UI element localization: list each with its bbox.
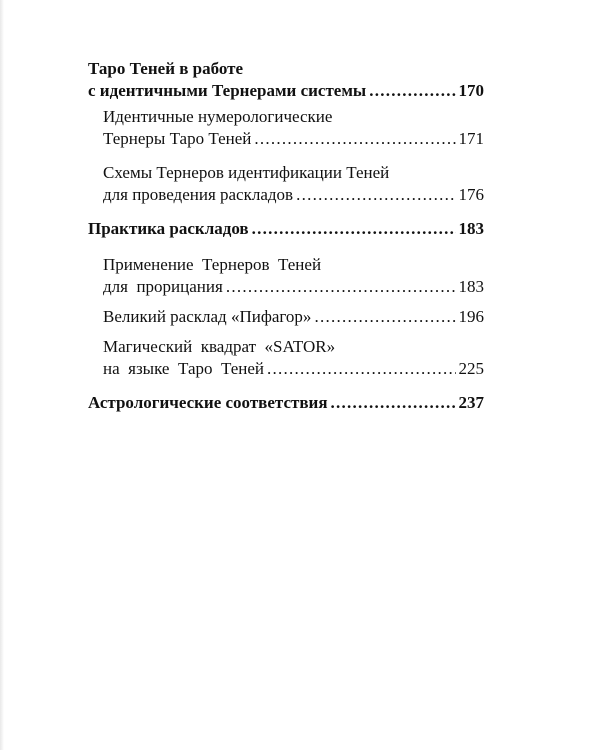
toc-page-number: 176	[458, 185, 484, 204]
toc-entry-title-line: для проведения раскладов	[103, 185, 294, 204]
toc-entry-title-line: для прорицания	[103, 277, 223, 296]
toc-entry-line	[88, 392, 484, 414]
toc-entry-title-line: Практика раскладов	[88, 219, 249, 238]
toc-entry-line	[88, 80, 484, 102]
toc-page-number: 183	[458, 277, 484, 296]
page-edge-shadow	[0, 0, 4, 750]
toc-entry-title-line: Магический квадрат «SATOR»	[103, 337, 336, 356]
toc-entry-identichnye-ternery[interactable]	[88, 106, 484, 150]
toc-entry-line	[88, 58, 484, 80]
toc-entry-velikiy-rasklad-pifagor[interactable]	[88, 306, 484, 328]
toc-entry-line	[103, 128, 484, 150]
toc-entry-title-line: Применение Тернеров Теней	[103, 255, 322, 274]
toc-page-number: 237	[458, 393, 484, 412]
toc-entry-title-line: Астрологические соответствия	[88, 393, 328, 412]
toc-entry-title-line: Тернеры Таро Теней	[103, 129, 252, 148]
toc-page-number: 196	[458, 307, 484, 326]
toc-entry-line	[88, 218, 484, 240]
toc-entry-title-line: Таро Теней в работе	[88, 59, 244, 78]
toc-leader-dots	[331, 392, 456, 414]
toc-leader-dots	[267, 358, 455, 380]
toc-entry-magicheskiy-kvadrat-sator[interactable]	[88, 336, 484, 380]
toc-leader-dots	[296, 184, 455, 206]
toc-page-number: 183	[458, 219, 484, 238]
toc-leader-dots	[369, 80, 455, 102]
toc-leader-dots	[254, 128, 455, 150]
toc-entry-title-line: Великий расклад «Пифагор»	[103, 307, 312, 326]
table-of-contents	[88, 56, 484, 414]
toc-entry-line	[103, 358, 484, 380]
toc-entry-praktika-raskladov[interactable]	[88, 218, 484, 240]
toc-leader-dots	[252, 218, 456, 240]
toc-entry-line	[103, 254, 484, 276]
toc-entry-title-line: на языке Таро Теней	[103, 359, 265, 378]
toc-entry-skhemy-ternerov[interactable]	[88, 162, 484, 206]
toc-leader-dots	[314, 306, 455, 328]
toc-entry-line	[103, 162, 484, 184]
toc-entry-primenenie-ternerov[interactable]	[88, 254, 484, 298]
toc-leader-dots	[226, 276, 456, 298]
toc-entry-taro-tenei-v-rabote[interactable]	[88, 58, 484, 102]
toc-page-number: 170	[458, 81, 484, 100]
toc-entry-line	[103, 306, 484, 328]
toc-page-number: 171	[458, 129, 484, 148]
toc-entry-astrologicheskie-sootvetstviya[interactable]	[88, 392, 484, 414]
toc-entry-line	[103, 106, 484, 128]
toc-entry-line	[103, 184, 484, 206]
toc-entry-title-line: Идентичные нумерологические	[103, 107, 333, 126]
toc-entry-title-line: Схемы Тернеров идентификации Теней	[103, 163, 390, 182]
toc-page-number: 225	[458, 359, 484, 378]
toc-entry-title-line: с идентичными Тернерами системы	[88, 81, 367, 100]
toc-entry-line	[103, 336, 484, 358]
toc-entry-line	[103, 276, 484, 298]
